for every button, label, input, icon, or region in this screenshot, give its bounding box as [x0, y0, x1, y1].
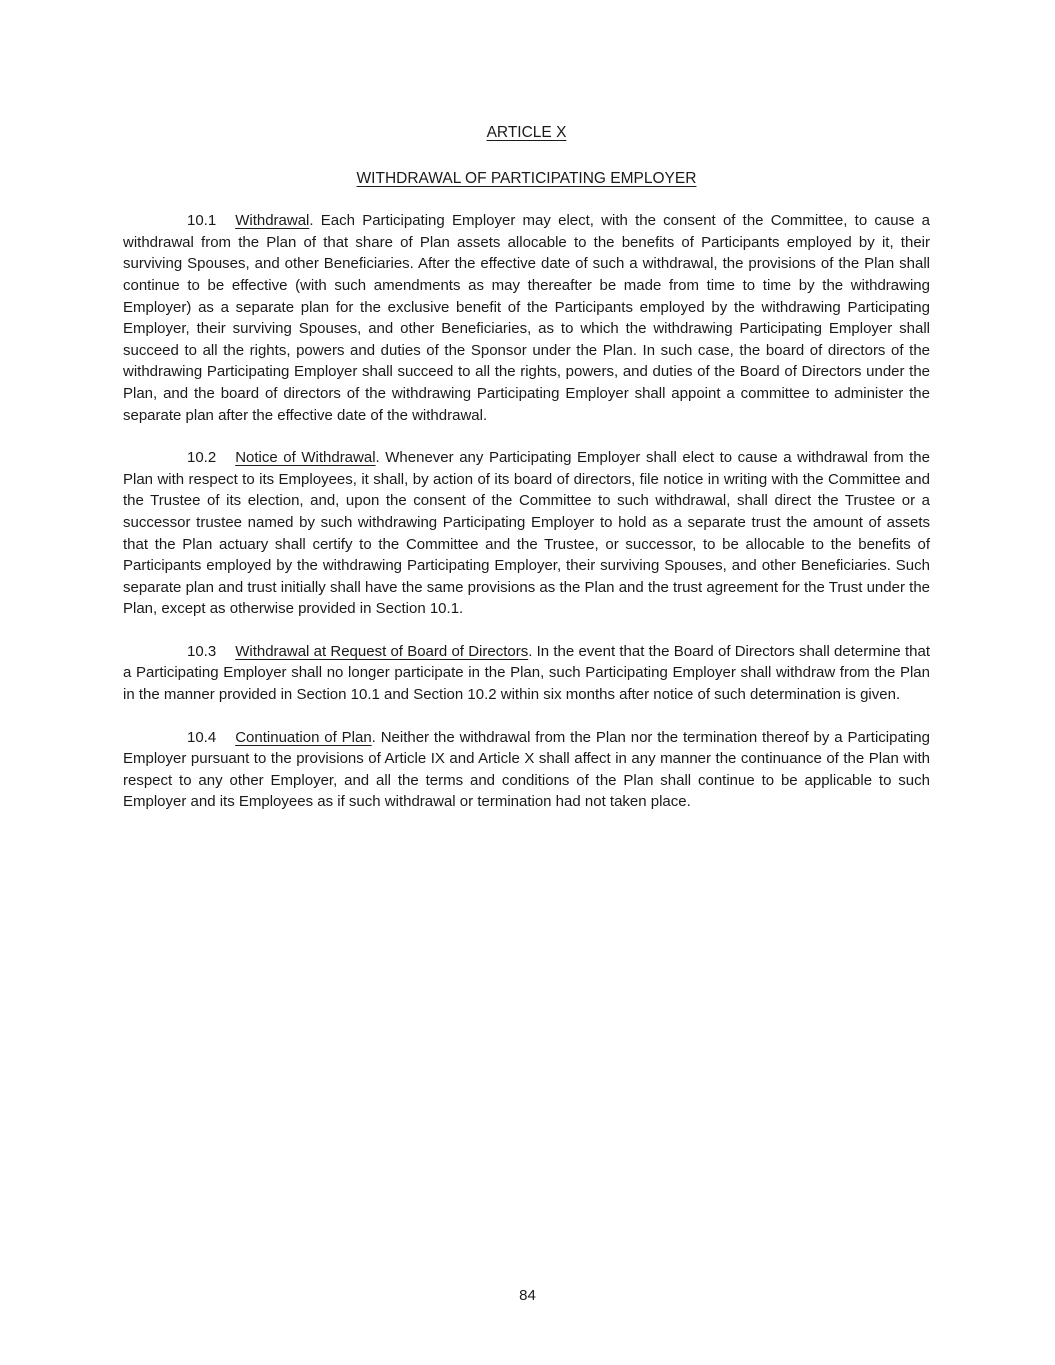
section-10-4 [123, 727, 930, 813]
section-10-4-body: . Neither the withdrawal from the Plan nor the termination thereof by a Participating Employer pursuant to the provisions of Article IX and Article X shall affect in any manner the continuance of the Plan with respect to any other Employer, and all the terms and conditions of the Plan shall continue to be applicable to such Employer and its Employees as if such withdrawal or termination had not taken place. [123, 728, 930, 811]
article-title [123, 122, 930, 144]
section-10-4-heading: Continuation of Plan [235, 728, 372, 746]
section-10-2-heading: Notice of Withdrawal [235, 449, 376, 467]
section-10-4-number: 10.4 [187, 728, 217, 746]
section-10-1-heading: Withdrawal [235, 212, 310, 230]
section-10-1-body: . Each Participating Employer may elect, with the consent of the Committee, to cause a withdrawal from the Plan of that share of Plan assets allocable to the benefits of Participants employed by it, their surviving Spouses, and other Beneficiaries. After the effective date of such a withdrawal, the provisions of the Plan shall continue to be effective (with such amendments as may thereafter be made from time to time by the withdrawing Employer) as a separate plan for the exclusive benefit of the Participants employed by the withdrawing Participating Employer, their surviving Spouses, and other Beneficiaries, as to which the withdrawing Participating Employer shall succeed to all the rights, powers and duties of the Sponsor under the Plan. In such case, the board of directors of the withdrawing Participating Employer shall succeed to all the rights, powers, and duties of the Board of Directors under the Plan, and the board of directors of the withdrawing Participating Employer shall appoint a committee to administer the separate plan after the effective date of the withdrawal. [123, 212, 930, 424]
section-10-2-body: . Whenever any Participating Employer shall elect to cause a withdrawal from the Plan with respect to its Employees, it shall, by action of its board of directors, file notice in writing with the Committee and the Trustee of its election, and, upon the consent of the Committee to such withdrawal, shall direct the Trustee or a successor trustee named by such withdrawing Participating Employer to hold as a separate trust the amount of assets that the Plan actuary shall certify to the Committee and the Trustee, or successor, to be allocable to the benefits of Participants employed by the withdrawing Participating Employer, their surviving Spouses, and other Beneficiaries. Such separate plan and trust initially shall have the same provisions as the Plan and the trust agreement for the Trust under the Plan, except as otherwise provided in Section 10.1. [123, 449, 930, 618]
section-10-3-heading: Withdrawal at Request of Board of Directors [235, 642, 529, 660]
section-10-2 [123, 447, 930, 620]
section-10-1-number: 10.1 [187, 212, 217, 230]
article-subtitle [123, 168, 930, 190]
article-subtitle-text: WITHDRAWAL OF PARTICIPATING EMPLOYER [356, 169, 697, 187]
section-10-3-number: 10.3 [187, 642, 217, 660]
section-10-3 [123, 641, 930, 706]
article-title-text: ARTICLE X [486, 124, 567, 141]
section-10-1 [123, 210, 930, 426]
section-10-3-body: . In the event that the Board of Directors shall determine that a Participating Employer shall no longer participate in the Plan, such Participating Employer shall withdraw from the Plan in the manner provided in Section 10.1 and Section 10.2 within six months after notice of such determination is given. [123, 642, 931, 704]
section-10-2-number: 10.2 [187, 449, 217, 467]
page-number: 84 [519, 1287, 536, 1305]
